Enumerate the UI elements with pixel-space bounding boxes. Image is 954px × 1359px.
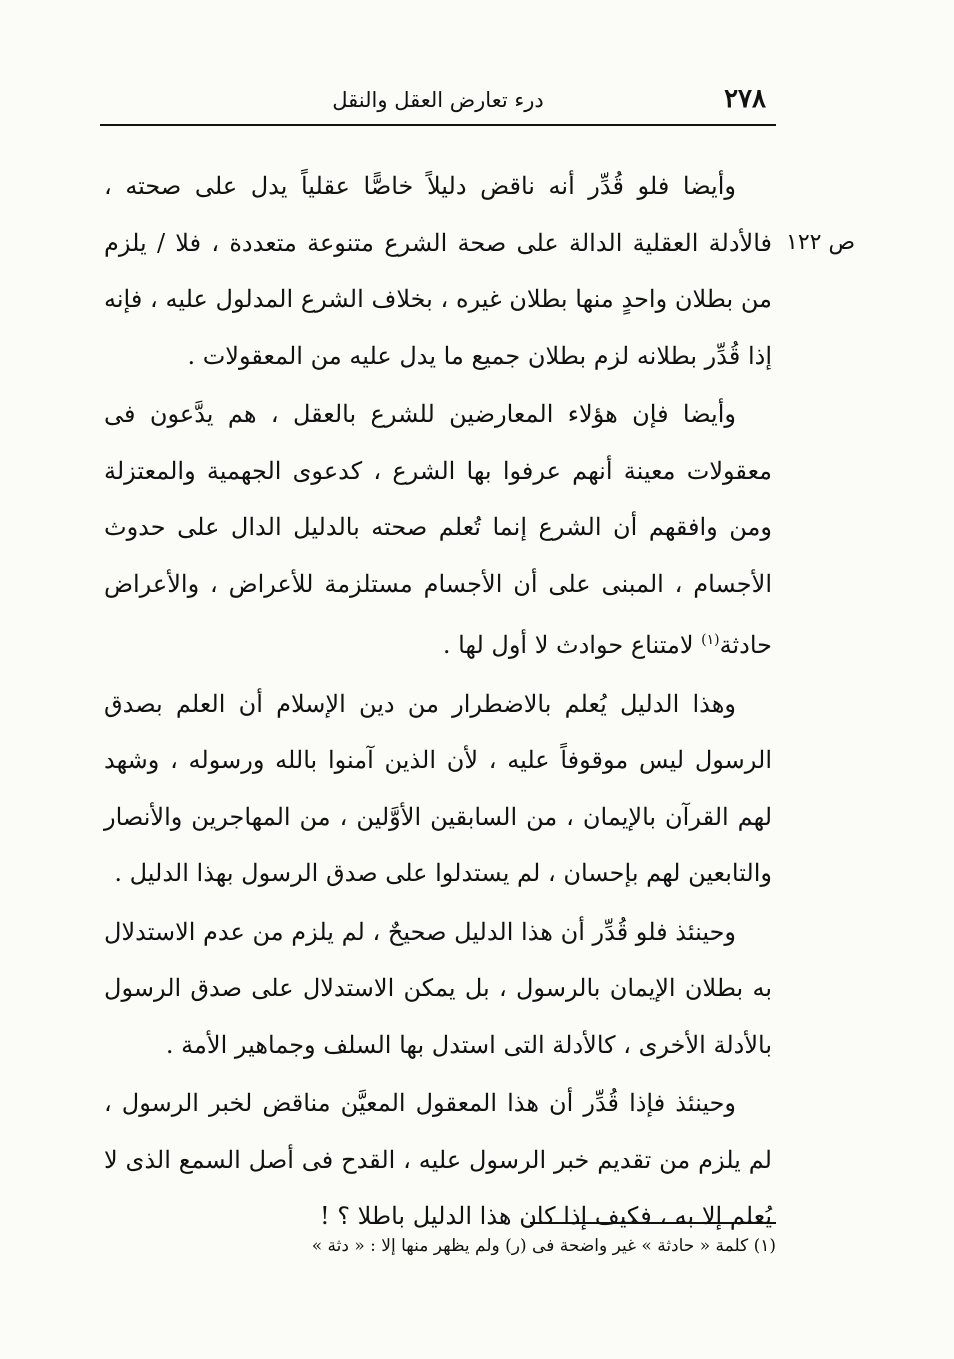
paragraph-2 — [104, 386, 772, 674]
paragraph-3: وهذا الدليل يُعلم بالاضطرار من دين الإسلام أن العلم بصدق الرسول ليس موقوفاً عليه ، لأن الذين آمنوا بالله ورسوله ، وشهد لهم القرآن بالإيمان ، من السابقين الأوَّلين ، من المهاجرين والأنصار والتابعين لهم بإحسان ، لم يستدلوا على صدق الرسول بهذا الدليل . — [104, 689, 773, 887]
paragraph-2-tail: لامتناع حوادث لا أول لها . — [442, 631, 694, 659]
paragraph-4: وحينئذ فلو قُدِّر أن هذا الدليل صحيحٌ ، لم يلزم من عدم الاستدلال به بطلان الإيمان بالرسول ، بل يمكن الاستدلال على صدق الرسول بالأدلة الأخرى ، كالأدلة التى استدل بها السلف وجماهير الأمة . — [104, 917, 772, 1059]
page-number: ٢٧٨ — [724, 84, 766, 114]
page-header — [100, 78, 776, 122]
paragraph-2-text: وأيضا فإن هؤلاء المعارضين للشرع بالعقل ، هم يدَّعون فى معقولات معينة أنهم عرفوا بها الشرع ، كدعوى الجهمية والمعتزلة ومن وافقهم أن الشرع إنما تُعلم صحته بالدليل الدال على حدوث الأجسام ، المبنى على أن الأجسام مستلزمة للأعراض ، والأعراض حادثة — [104, 400, 772, 659]
body-text — [104, 158, 772, 1245]
footnote-marker: (١) — [701, 632, 720, 648]
header-rule — [100, 124, 776, 126]
paragraph-1: وأيضا فلو قُدِّر أنه ناقض دليلاً خاصًّا عقلياً يدل على صحته ، فالأدلة العقلية الدالة على صحة الشرع متنوعة متعددة ، فلا / يلزم من بطلان واحدٍ منها بطلان غيره ، بخلاف الشرع المدلول عليه ، فإنه إذا قُدِّر بطلانه لزم بطلان جميع ما يدل عليه من المعقولات . — [104, 172, 772, 370]
running-title: درء تعارض العقل والنقل — [332, 88, 544, 112]
paragraph-5: وحينئذ فإذا قُدِّر أن هذا المعقول المعيَّن مناقض لخبر الرسول ، لم يلزم من تقديم خبر الرسول عليه ، القدح فى أصل السمع الذى لا يُعلم إلا به ، فكيف إذا كان هذا الدليل باطلا ؟ ! — [104, 1089, 772, 1230]
footnote: (١) كلمة « حادثة » غير واضحة فى (ر) ولم يظهر منها إلا : « دثة » — [311, 1236, 776, 1256]
footnote-rule — [530, 1222, 776, 1224]
side-page-reference: ص ١٢٢ — [786, 230, 856, 255]
